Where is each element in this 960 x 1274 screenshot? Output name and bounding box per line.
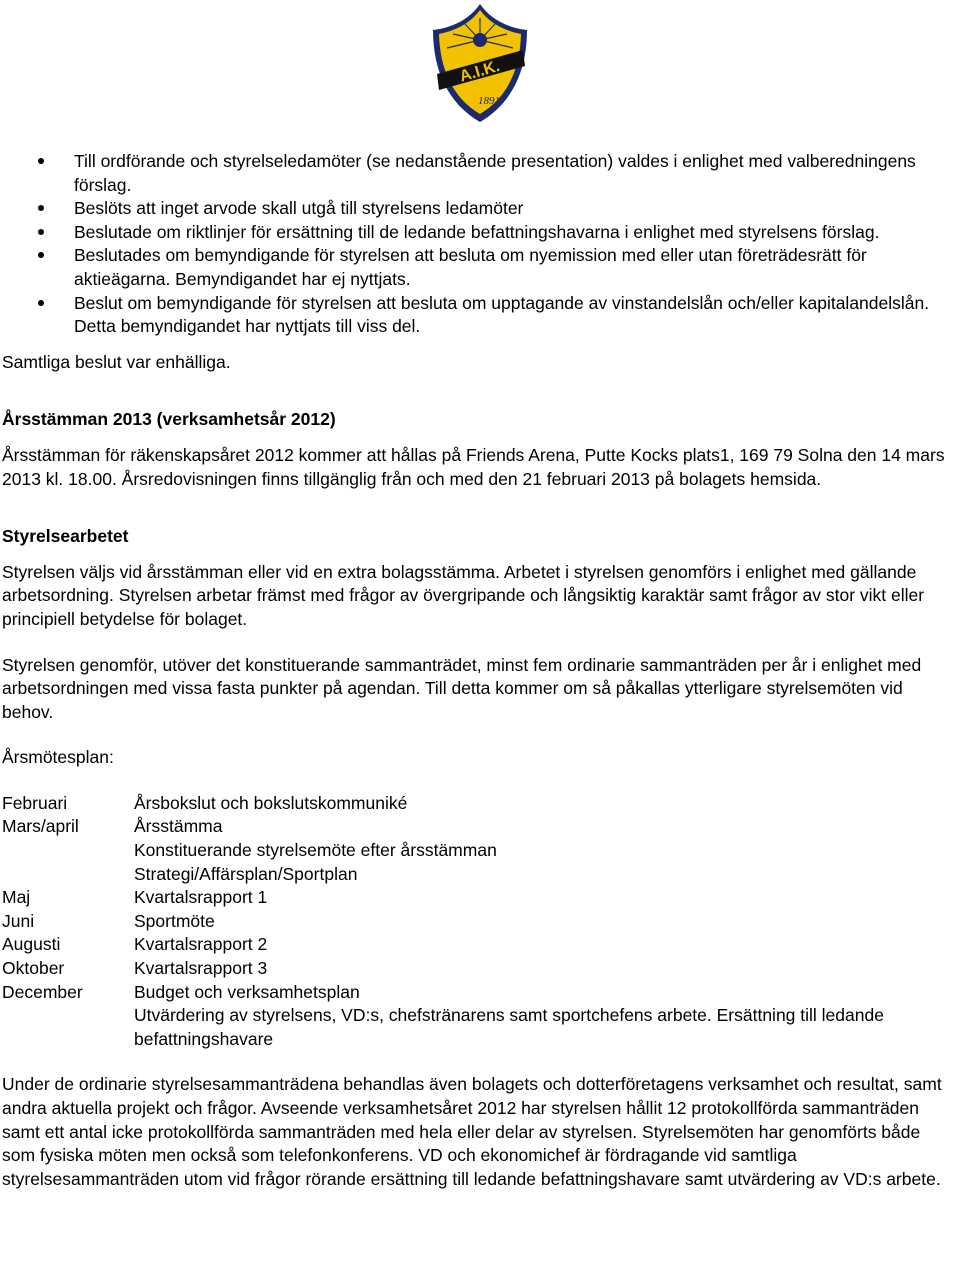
plan-month: Februari bbox=[2, 792, 68, 813]
crest-graphic bbox=[429, 0, 531, 126]
decision-list bbox=[2, 150, 952, 339]
plan-item: Sportmöte bbox=[134, 910, 215, 931]
plan-row bbox=[2, 933, 952, 957]
decision-item: Beslutades om bemyndigande för styrelsen att besluta om nyemission med eller utan företrädesrätt för aktieägarna. Bemyndigandet har ej nyttjats. bbox=[2, 244, 952, 291]
plan-item: Konstituerande styrelsemöte efter årsstämman bbox=[134, 840, 497, 861]
plan-items bbox=[134, 886, 952, 910]
plan-month: Mars/april bbox=[2, 816, 79, 837]
closing-paragraph: Under de ordinarie styrelsesammanträdena behandlas även bolagets och dotterföretagens verksamhet och resultat, samt andra aktuella projekt och frågor. Avseende verksamhetsåret 2012 har styrelsen hållit 12 protokollförda sammanträden samt ett antal icke protokollförda sammanträden med hela eller delar av styrelsen. Styrelsemöten har genomförts både som fysiska möten men också som telefonkonferens. VD och ekonomichef är fördragande vid samtliga styrelsesammanträden utom vid frågor rörande ersättning till ledande befattningshavare samt utvärdering av VD:s arbete. bbox=[2, 1074, 942, 1189]
agm-heading: Årsstämman 2013 (verksamhetsår 2012) bbox=[2, 409, 336, 430]
plan-items bbox=[134, 933, 952, 957]
board-paragraph-1: Styrelsen väljs vid årsstämman eller vid en extra bolagsstämma. Arbetet i styrelsen genomförs i enlighet med gällande arbetsordning. Styrelsen arbetar främst med frågor av övergripande och långsiktig karaktär samt frågor av stor vikt eller principiell betydelse för bolaget. bbox=[2, 561, 925, 629]
crest-year: 1891 bbox=[478, 95, 500, 107]
unanimous-statement: Samtliga beslut var enhälliga. bbox=[2, 351, 231, 372]
bullet-icon bbox=[38, 229, 44, 235]
plan-item: Kvartalsrapport 1 bbox=[134, 887, 268, 908]
plan-item: Kvartalsrapport 3 bbox=[134, 958, 268, 979]
plan-month: Juni bbox=[2, 910, 35, 931]
bullet-icon bbox=[38, 252, 44, 258]
plan-item: Strategi/Affärsplan/Sportplan bbox=[134, 863, 358, 884]
plan-month: December bbox=[2, 981, 83, 1002]
agm-paragraph: Årsstämman för räkenskapsåret 2012 kommer att hållas på Friends Arena, Putte Kocks plats1, 169 79 Solna den 14 mars 2013 kl. 18.00. Årsredovisningen finns tillgänglig från och med den 21 februari 2013 på bolagets hemsida. bbox=[2, 444, 945, 489]
crest-letters: A.I.K. bbox=[457, 57, 502, 86]
plan-row bbox=[2, 957, 952, 981]
plan-row bbox=[2, 815, 952, 886]
plan-heading: Årsmötesplan: bbox=[2, 747, 114, 768]
plan-row bbox=[2, 910, 952, 934]
plan-items bbox=[134, 792, 952, 816]
plan-item: Budget och verksamhetsplan bbox=[134, 981, 360, 1002]
plan-items bbox=[134, 910, 952, 934]
decision-item: Till ordförande och styrelseledamöter (se nedanstående presentation) valdes i enlighet med valberedningens förslag. bbox=[2, 150, 952, 197]
plan-item: Utvärdering av styrelsens, VD:s, chefstränarens samt sportchefens arbete. Ersättning till ledande befattningshavare bbox=[134, 1005, 884, 1049]
plan-row bbox=[2, 886, 952, 910]
board-paragraph-2: Styrelsen genomför, utöver det konstituerande sammanträdet, minst fem ordinarie sammanträden per år i enlighet med arbetsordningen med vissa fasta punkter på agendan. Till detta kommer om så påkallas ytterligare styrelsemöten vid behov. bbox=[2, 654, 922, 722]
plan-row bbox=[2, 792, 952, 816]
aik-crest-logo bbox=[429, 0, 531, 126]
plan-item: Kvartalsrapport 2 bbox=[134, 934, 268, 955]
plan-month: Maj bbox=[2, 887, 31, 908]
decision-item: Beslöts att inget arvode skall utgå till styrelsens ledamöter bbox=[2, 197, 952, 221]
plan-items bbox=[134, 957, 952, 981]
plan-month: Oktober bbox=[2, 958, 65, 979]
decision-item: Beslutade om riktlinjer för ersättning till de ledande befattningshavarna i enlighet med styrelsens förslag. bbox=[2, 221, 952, 245]
meeting-plan-table bbox=[2, 792, 952, 1052]
plan-items bbox=[134, 815, 952, 886]
plan-items bbox=[134, 981, 952, 1052]
plan-row bbox=[2, 981, 952, 1052]
decision-item: Beslut om bemyndigande för styrelsen att besluta om upptagande av vinstandelslån och/eller kapitalandelslån. Detta bemyndigandet har nyttjats till viss del. bbox=[2, 292, 952, 339]
plan-month: Augusti bbox=[2, 934, 61, 955]
bullet-icon bbox=[38, 300, 44, 306]
bullet-icon bbox=[38, 205, 44, 211]
plan-item: Årsstämma bbox=[134, 816, 223, 837]
board-heading: Styrelsearbetet bbox=[2, 526, 129, 547]
plan-item: Årsbokslut och bokslutskommuniké bbox=[134, 792, 408, 813]
bullet-icon bbox=[38, 158, 44, 164]
document-body bbox=[2, 150, 952, 1191]
